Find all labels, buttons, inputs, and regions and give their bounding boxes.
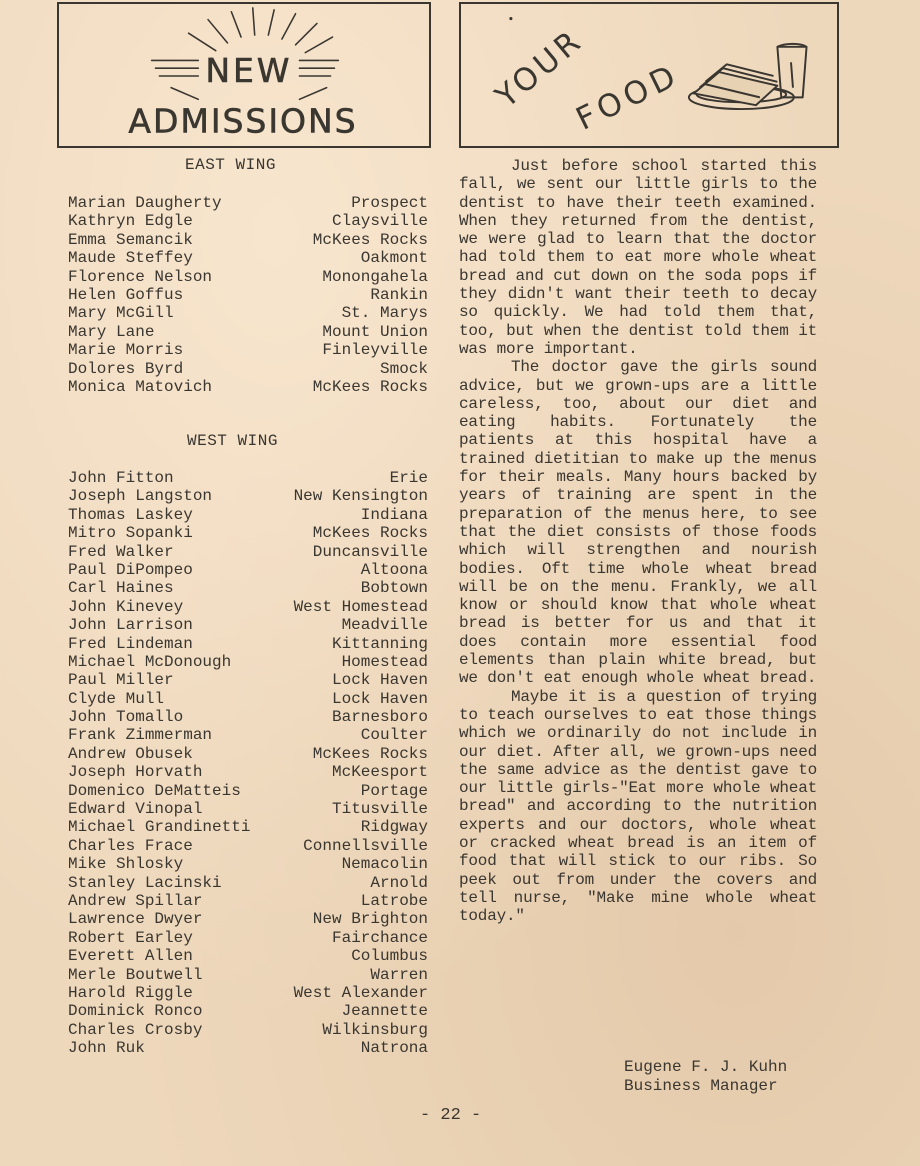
list-item bbox=[68, 341, 428, 359]
patient-hometown: West Alexander bbox=[293, 983, 428, 1002]
patient-name: Carl Haines bbox=[68, 579, 174, 598]
list-item bbox=[68, 947, 428, 965]
list-item bbox=[68, 360, 428, 378]
patient-hometown: Barnesboro bbox=[331, 708, 428, 727]
patient-hometown: Duncansville bbox=[312, 542, 428, 561]
signature-name: Eugene F. J. Kuhn bbox=[624, 1058, 788, 1076]
patient-name: John Larrison bbox=[68, 616, 193, 635]
signature-block bbox=[624, 1058, 787, 1096]
list-item bbox=[68, 524, 428, 542]
patient-name: Kathryn Edgle bbox=[68, 212, 193, 231]
patient-hometown: Monongahela bbox=[322, 267, 428, 286]
patient-hometown: Lock Haven bbox=[331, 671, 428, 690]
patient-hometown: Coulter bbox=[360, 726, 428, 745]
list-item bbox=[68, 598, 428, 616]
article-paragraph-3: Maybe it is a question of trying to teach ourselves to eat those things which we ordinarily do not include in our diet. After all, we grown-ups need the same advice as the dentist gave to our little girls-"Eat more whole wheat bread" and according to the nutrition experts and our doctors, whole wheat or cracked wheat bread is an item of food that will stick to our ribs. So peek out from under the covers and tell nurse, "Make mine whole wheat today." bbox=[459, 687, 817, 926]
patient-name: Fred Lindeman bbox=[68, 634, 193, 653]
patient-hometown: Erie bbox=[389, 469, 428, 487]
patient-name: Monica Matovich bbox=[68, 377, 213, 396]
patient-name: Andrew Spillar bbox=[68, 891, 203, 910]
new-admissions-header bbox=[57, 2, 431, 148]
your-food-article bbox=[459, 157, 817, 925]
patient-name: Dominick Ronco bbox=[68, 1002, 203, 1021]
patient-hometown: Oakmont bbox=[360, 249, 428, 268]
patient-hometown: McKees Rocks bbox=[312, 524, 428, 543]
patient-hometown: McKees Rocks bbox=[312, 377, 428, 396]
patient-hometown: McKeesport bbox=[331, 763, 428, 782]
header-admissions-text: ADMISSIONS bbox=[128, 101, 358, 141]
patient-hometown: Rankin bbox=[370, 285, 428, 304]
list-item bbox=[68, 653, 428, 671]
patient-hometown: McKees Rocks bbox=[312, 744, 428, 763]
patient-hometown: Prospect bbox=[351, 194, 428, 212]
list-item bbox=[68, 745, 428, 763]
list-item bbox=[68, 671, 428, 689]
patient-hometown: Wilkinsburg bbox=[322, 1020, 428, 1039]
patient-hometown: Titusville bbox=[331, 800, 428, 819]
patient-hometown: McKees Rocks bbox=[312, 230, 428, 249]
list-item bbox=[68, 708, 428, 726]
patient-name: Maude Steffey bbox=[68, 249, 193, 268]
west-wing-heading: WEST WING bbox=[187, 432, 278, 450]
patient-hometown: Warren bbox=[370, 965, 428, 984]
header-new-text: NEW bbox=[205, 50, 293, 90]
list-item bbox=[68, 855, 428, 873]
list-item bbox=[68, 763, 428, 781]
patient-name: Emma Semancik bbox=[68, 230, 193, 249]
list-item bbox=[68, 874, 428, 892]
article-paragraph-1: Just before school started this fall, we sent our little girls to the dentist to have their teeth examined. When they returned from the dentist, we were glad to learn that the doctor had told them to eat more whole wheat bread and cut down on the soda pops if they didn't want their teeth to decay so quickly. We had told them that, too, but when the dentist told them it was more important. bbox=[459, 157, 817, 358]
patient-name: Edward Vinopal bbox=[68, 800, 203, 819]
list-item bbox=[68, 231, 428, 249]
patient-name: Mike Shlosky bbox=[68, 855, 184, 874]
list-item bbox=[68, 561, 428, 579]
patient-hometown: Claysville bbox=[331, 212, 428, 231]
list-item bbox=[68, 212, 428, 230]
list-item bbox=[68, 323, 428, 341]
patient-name: Lawrence Dwyer bbox=[68, 910, 203, 929]
list-item bbox=[68, 286, 428, 304]
patient-name: Domenico DeMatteis bbox=[68, 781, 241, 800]
patient-name: Paul Miller bbox=[68, 671, 174, 690]
sunburst-icon bbox=[59, 4, 429, 146]
patient-hometown: Kittanning bbox=[331, 634, 428, 653]
article-paragraph-2: The doctor gave the girls sound advice, but we grown-ups are a little careless, too, about our diet and eating habits. Fortunately the patients at this hospital have a trained dietitian to make up the menus for their meals. Many hours backed by years of training are spent in the preparation of the menus here, to see that the diet consists of those foods which will strengthen and nourish bodies. Oft time whole wheat bread will be on the menu. Frankly, we all know or should know that whole wheat bread is better for us and that it does contain more essential food elements than plain white bread, but we don't eat enough whole wheat bread. bbox=[459, 358, 817, 688]
patient-name: Michael McDonough bbox=[68, 652, 232, 671]
patient-name: Joseph Horvath bbox=[68, 763, 203, 782]
patient-name: Marie Morris bbox=[68, 341, 184, 360]
patient-name: Stanley Lacinski bbox=[68, 873, 222, 892]
patient-hometown: Columbus bbox=[351, 947, 428, 966]
patient-hometown: Natrona bbox=[360, 1039, 428, 1058]
list-item bbox=[68, 984, 428, 1002]
page-number: - 22 - bbox=[420, 1106, 482, 1125]
list-item bbox=[68, 469, 428, 487]
list-item bbox=[68, 579, 428, 597]
west-wing-list bbox=[68, 469, 428, 1058]
patient-hometown: Ridgway bbox=[360, 818, 428, 837]
list-item bbox=[68, 635, 428, 653]
patient-hometown: Altoona bbox=[360, 560, 428, 579]
patient-hometown: Mount Union bbox=[322, 322, 428, 341]
patient-name: Frank Zimmerman bbox=[68, 726, 213, 745]
east-wing-list bbox=[68, 194, 428, 396]
patient-name: Mitro Sopanki bbox=[68, 524, 193, 543]
patient-name: Merle Boutwell bbox=[68, 965, 203, 984]
patient-hometown: Nemacolin bbox=[341, 855, 428, 874]
list-item bbox=[68, 1002, 428, 1020]
your-food-artwork bbox=[461, 4, 837, 146]
patient-hometown: Finleyville bbox=[322, 341, 428, 360]
list-item bbox=[68, 818, 428, 836]
patient-hometown: Homestead bbox=[341, 652, 428, 671]
patient-hometown: Indiana bbox=[360, 505, 428, 524]
patient-name: Charles Frace bbox=[68, 836, 193, 855]
patient-name: Thomas Laskey bbox=[68, 505, 193, 524]
patient-name: Helen Goffus bbox=[68, 285, 184, 304]
patient-hometown: Portage bbox=[360, 781, 428, 800]
patient-name: Marian Daugherty bbox=[68, 194, 222, 212]
patient-name: Fred Walker bbox=[68, 542, 174, 561]
your-food-header bbox=[459, 2, 839, 148]
patient-hometown: Arnold bbox=[370, 873, 428, 892]
list-item bbox=[68, 892, 428, 910]
patient-name: Andrew Obusek bbox=[68, 744, 193, 763]
patient-name: John Fitton bbox=[68, 469, 174, 487]
patient-name: Mary McGill bbox=[68, 304, 174, 323]
list-item bbox=[68, 543, 428, 561]
patient-name: John Tomallo bbox=[68, 708, 184, 727]
patient-name: Clyde Mull bbox=[68, 689, 165, 708]
patient-name: Paul DiPompeo bbox=[68, 560, 193, 579]
patient-name: John Kinevey bbox=[68, 597, 184, 616]
patient-hometown: Latrobe bbox=[360, 891, 428, 910]
patient-hometown: West Homestead bbox=[293, 597, 428, 616]
patient-hometown: New Brighton bbox=[312, 910, 428, 929]
header-your-text: YOUR bbox=[489, 22, 591, 116]
list-item bbox=[68, 487, 428, 505]
patient-hometown: Meadville bbox=[341, 616, 428, 635]
list-item bbox=[68, 966, 428, 984]
patient-hometown: Fairchance bbox=[331, 928, 428, 947]
patient-hometown: Connellsville bbox=[303, 836, 428, 855]
list-item bbox=[68, 800, 428, 818]
patient-hometown: Lock Haven bbox=[331, 689, 428, 708]
signature-title: Business Manager bbox=[624, 1077, 778, 1095]
patient-name: John Ruk bbox=[68, 1039, 145, 1058]
patient-hometown: Smock bbox=[379, 359, 428, 378]
list-item bbox=[68, 726, 428, 744]
list-item bbox=[68, 506, 428, 524]
patient-name: Charles Crosby bbox=[68, 1020, 203, 1039]
header-food-text: FOOD bbox=[570, 56, 686, 138]
patient-name: Florence Nelson bbox=[68, 267, 213, 286]
patient-name: Mary Lane bbox=[68, 322, 155, 341]
list-item bbox=[68, 929, 428, 947]
list-item bbox=[68, 194, 428, 212]
list-item bbox=[68, 304, 428, 322]
list-item bbox=[68, 782, 428, 800]
patient-name: Michael Grandinetti bbox=[68, 818, 251, 837]
patient-hometown: Bobtown bbox=[360, 579, 428, 598]
list-item bbox=[68, 378, 428, 396]
list-item bbox=[68, 268, 428, 286]
patient-name: Joseph Langston bbox=[68, 487, 213, 506]
list-item bbox=[68, 690, 428, 708]
list-item bbox=[68, 1039, 428, 1057]
east-wing-heading: EAST WING bbox=[185, 156, 276, 174]
list-item bbox=[68, 616, 428, 634]
list-item bbox=[68, 249, 428, 267]
sandwich-and-glass-icon bbox=[689, 44, 807, 109]
patient-hometown: St. Marys bbox=[341, 304, 428, 323]
patient-name: Everett Allen bbox=[68, 947, 193, 966]
list-item bbox=[68, 1021, 428, 1039]
patient-name: Harold Riggle bbox=[68, 983, 193, 1002]
patient-name: Robert Earley bbox=[68, 928, 193, 947]
patient-hometown: Jeannette bbox=[341, 1002, 428, 1021]
patient-hometown: New Kensington bbox=[293, 487, 428, 506]
list-item bbox=[68, 837, 428, 855]
patient-name: Dolores Byrd bbox=[68, 359, 184, 378]
list-item bbox=[68, 910, 428, 928]
